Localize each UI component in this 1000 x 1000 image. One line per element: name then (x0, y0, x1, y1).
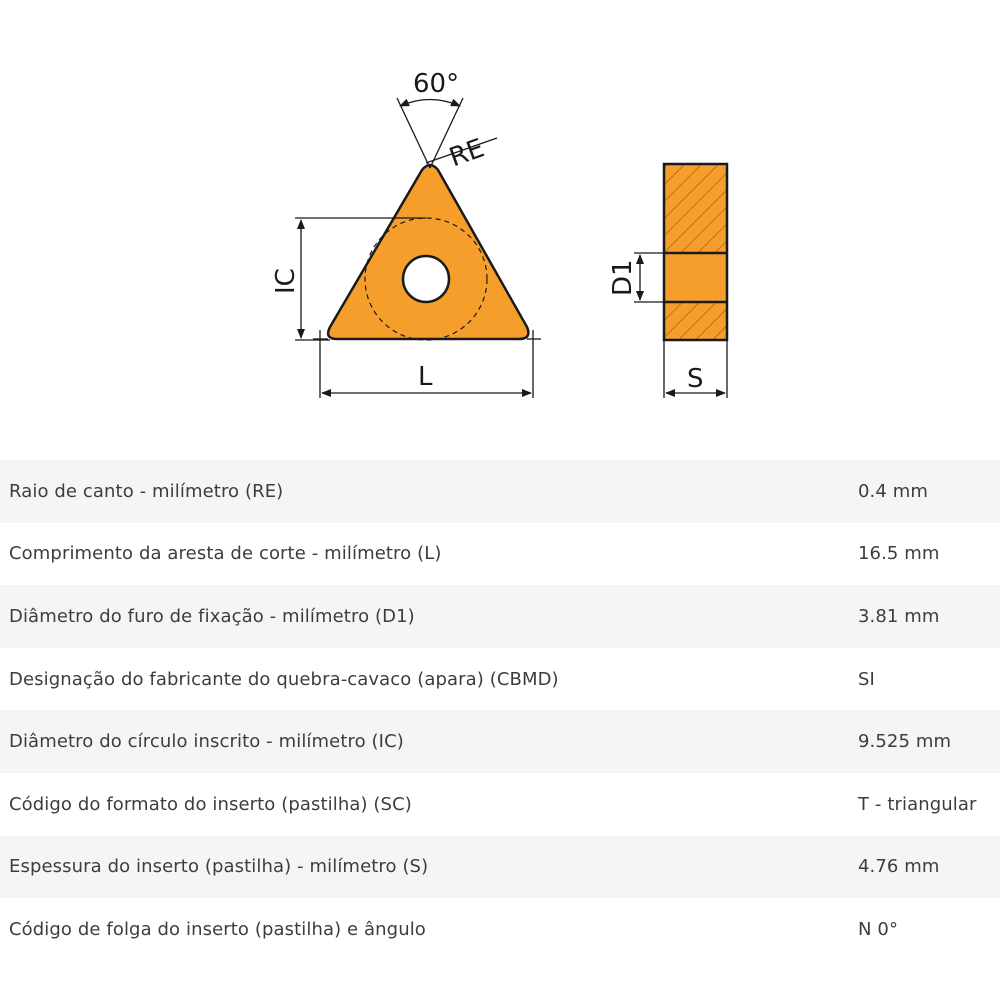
spec-label: Código do formato do inserto (pastilha) (SC) (9, 793, 412, 815)
spec-label: Diâmetro do furo de fixação - milímetro (D1) (9, 605, 415, 627)
spec-label: Raio de canto - milímetro (RE) (9, 480, 284, 502)
spec-row (0, 523, 1000, 586)
l-label: L (418, 362, 433, 392)
insert-technical-drawing (0, 0, 1000, 440)
spec-row (0, 648, 1000, 711)
triangle-insert-body (328, 165, 528, 339)
ic-label: IC (271, 268, 301, 294)
angle-label: 60° (413, 69, 460, 99)
specification-table (0, 460, 1000, 961)
spec-row (0, 710, 1000, 773)
spec-value: 9.525 mm (858, 731, 952, 753)
spec-label: Comprimento da aresta de corte - milímetro (L) (9, 543, 442, 565)
side-view-hole-section (664, 253, 727, 302)
spec-row (0, 585, 1000, 648)
spec-value: N 0° (858, 918, 899, 940)
spec-label: Designação do fabricante do quebra-cavaco (apara) (CBMD) (9, 668, 559, 690)
spec-label: Espessura do inserto (pastilha) - milímetro (S) (9, 856, 429, 878)
spec-value: 0.4 mm (858, 480, 929, 502)
spec-value: T - triangular (858, 793, 977, 815)
corner-radius-label: RE (445, 133, 489, 174)
spec-label: Diâmetro do círculo inscrito - milímetro (IC) (9, 731, 404, 753)
insert-side-view (664, 164, 727, 340)
triangle-insert-top-view (328, 165, 528, 340)
spec-row (0, 836, 1000, 899)
spec-value: 4.76 mm (858, 856, 940, 878)
s-label: S (687, 364, 704, 394)
spec-value: 3.81 mm (858, 605, 940, 627)
spec-value: 16.5 mm (858, 543, 940, 565)
fixing-hole (403, 256, 449, 302)
d1-label: D1 (608, 259, 638, 296)
spec-value: SI (858, 668, 875, 690)
spec-label: Código de folga do inserto (pastilha) e ângulo (9, 918, 426, 940)
spec-row (0, 460, 1000, 523)
spec-row (0, 898, 1000, 961)
spec-row (0, 773, 1000, 836)
d1-dimension (634, 253, 664, 302)
